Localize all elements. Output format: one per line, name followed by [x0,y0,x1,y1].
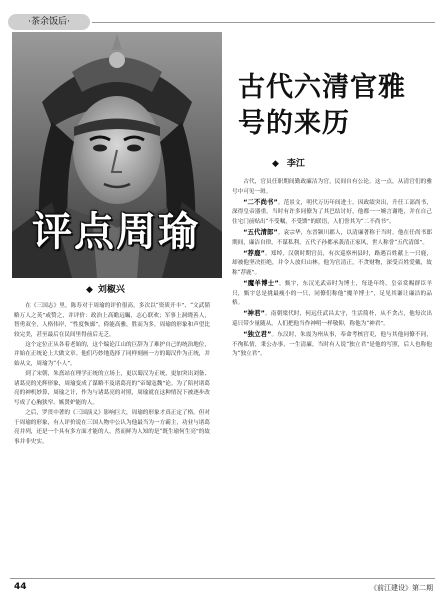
paragraph [232,309,432,329]
paragraph: 之后，罗贯中著的《三国演义》影响巨大，周瑜的形象才真正定了格。但对于周瑜的形象，有人评价说在三国人物中公认为他最当为一方霸主，功业与诸葛亮并列，还是一个具有多方面才能的人，然而鲜为人知的是“既生瑜何生亮”的故事并非史实。 [14,410,210,445]
paragraph-heading: “五代清郎” [243,227,278,236]
diamond-icon: ◆ [86,285,93,295]
paragraph [232,279,432,309]
diamond-icon: ◆ [272,159,279,169]
paragraph-text: 。袁宗华，东晋颍川郡人，以清廉著称于当时，他在任尚书郎期间，廉洁自律，不谋私利，五代子孙都承袭清正家风，世人称誉“五代清郎”。 [232,229,432,246]
paragraph [232,198,432,228]
paragraph-text: 。郑绰，汉朝时期官员，有次巡察州县时，路遇百姓献上一只鹿，却被他坚决拒绝，并令人放归山林。他为官清正，不贪财物，深受百姓爱戴，故称“荐鹿”。 [232,250,432,276]
left-author-name: 刘椒兴 [97,285,125,295]
paragraph-text: 。甄宇，东汉光武帝时为博士，每逢年终，皇帝赏赐群臣羊只，甄宇总是挑最瘦小的一只，同僚们称他“魔羊博士”，足见其谦让廉洁的品格。 [232,280,432,307]
paragraph-heading: “独立君” [243,329,272,338]
paragraph [232,178,432,197]
left-article-body [14,302,210,570]
paragraph: 在《三国志》里，陈寿对于周瑜的评价很高。多次以“资质开丰”、“文武韬略万人之英”或赞之，并评价：政治上高瞻远瞩，志心联欢；军事上洞晓善人，智勇双全，人格伟岸，“性度恢廓”，倚能高雅，胜而为多，周瑜的形象和声望比较完美，甚至最后在民间里得前后无乏。 [14,303,210,338]
paragraph-text: 。范景文，明代万历年间进士，因政绩突出，升任工部尚书，深得皇帝器重。当时有许多同僚为了其巴结讨好，他都一一婉言谢绝，并在自己住宅门前贴出“不受嘱，不受馈”的联语，人们誉其为“二不尚书”。 [232,199,432,225]
paragraph-text: 。南朝梁代时，何远任武昌太守，生活简朴，从不贪占，他每次出巡只带少量随从，人们把他当作神明一样敬仰，称他为“神君”。 [232,311,432,327]
paragraph-heading: “荐鹿” [243,248,265,257]
section-tag: ·茶余饭后· [8,14,90,30]
left-article-title: 评点周瑜 [32,209,200,255]
right-article-body [232,178,432,572]
bottom-divider [10,578,435,579]
paragraph-heading: “神君” [243,309,265,318]
page-number: 44 [14,582,27,592]
right-article-title: 古代六清官雅号的来历 [238,72,406,139]
paragraph: 到了宋朝，朱熹站在理学正统的立场上，更以蜀汉为正统，更加突出刘备、诸葛亮的光辉形象，周瑜变成了谋略不及诸葛亮的“帝蜀寇魏”论。为了陪衬诸葛亮的神机妙算，周瑜之计，作为与诸葛亮的对照，周瑜就在这种情况下被逐步改写成了心胸狭窄、嫉贤妒能的人。 [14,371,210,406]
top-divider [92,22,435,23]
left-article-author [86,284,166,296]
paragraph-heading: “二不尚书” [243,197,278,206]
paragraph [232,228,432,248]
paragraph-text: 。东汉时，朱震为州从事，奉命考核官吏，他与其他同僚不同，不徇私情，秉公办事，一生清廉，当时有人说“独立君”是他的写照，后人也称他为“独立君”。 [232,331,432,358]
paragraph [232,330,432,360]
paragraph-heading: “魔羊博士” [243,278,279,287]
paragraph: 这个定位正从各着老始的，这个编论江山的巨辞为了难护自己的统治地位，并始在正统论上大做文章。他们巧妙地选择了同样刻画一方的蜀汉作为正统，并始从文，周瑜为“小人”。 [14,341,210,368]
right-author-name: 李江 [286,159,305,169]
journal-name: 《前江建设》第二期 [370,584,433,592]
paragraph [232,249,432,279]
right-article-author [272,156,382,169]
paragraph-text: 古代，官员任职期间勤政廉洁为官，民间自有公论。这一点，从清官们的雅号中可见一斑。 [232,179,432,195]
